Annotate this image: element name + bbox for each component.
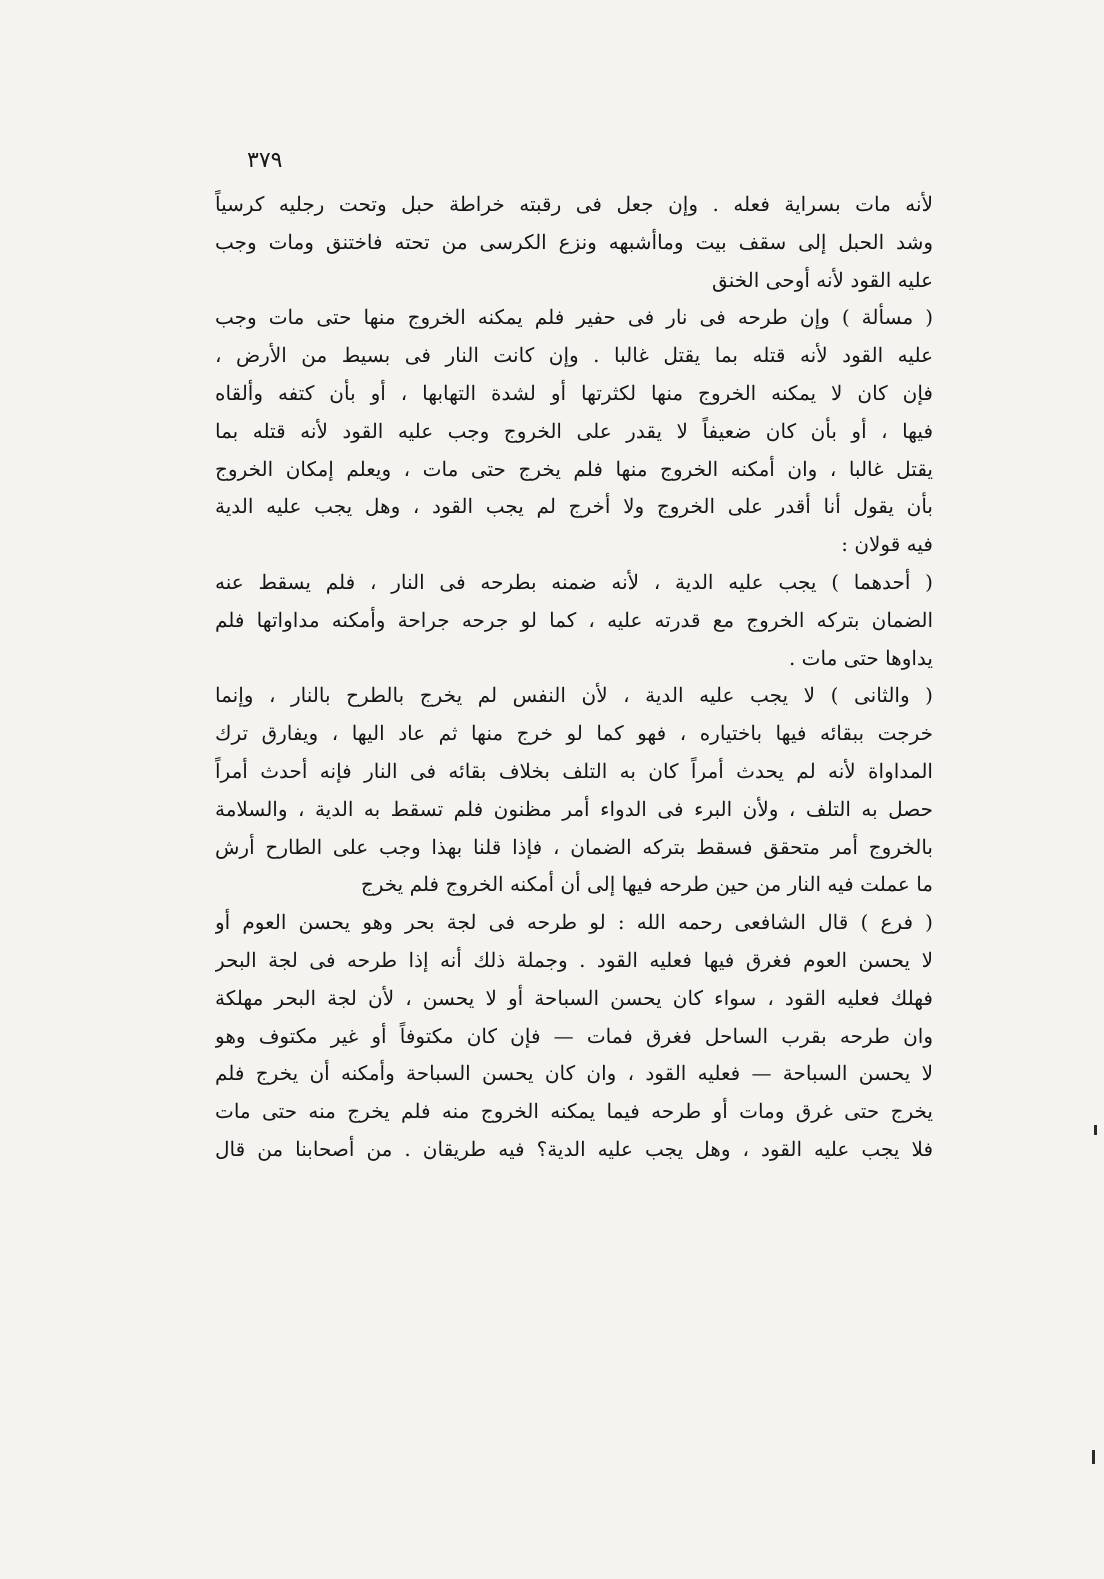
text-line: وان طرحه بقرب الساحل فغرق فمات — فإن كان مكتوفاً أو غير مكتوف وهو (215, 1023, 933, 1048)
text-line: لأنه مات بسراية فعله . وإن جعل فى رقبته خراطة حبل وتحت رجليه كرسياً (215, 192, 933, 216)
text-line: الضمان بتركه الخروج مع قدرته عليه ، كما لو جرحه جراحة وأمكنه مداواتها فلم (215, 607, 933, 632)
text-line: ( أحدهما ) يجب عليه الدية ، لأنه ضمنه بطرحه فى النار ، فلم يسقط عنه (215, 569, 933, 594)
text-line: عليه القود لأنه قتله بما يقتل غالبا . وإن كانت النار فى بسيط من الأرض ، (215, 343, 933, 368)
text-line: فهلك فعليه القود ، سواء كان يحسن السباحة أو لا يحسن ، لأن لجة البحر مهلكة (215, 985, 933, 1010)
text-line: خرجت ببقائه فيها باختياره ، فهو كما لو خرج منها ثم عاد اليها ، ويفارق ترك (215, 721, 933, 746)
text-line: بالخروج أمر متحقق فسقط بتركه الضمان ، فإذا قلنا بهذا وجب على الطارح أرش (215, 834, 933, 859)
page-number: ٣٧٩ (247, 148, 283, 173)
text-line: حصل به التلف ، ولأن البرء فى الدواء أمر مظنون فلم تسقط به الدية ، والسلامة (215, 796, 933, 821)
scan-edge-mark (1092, 1450, 1095, 1464)
body-text (215, 186, 933, 1169)
text-line: ( والثانى ) لا يجب عليه الدية ، لأن النفس لم يخرج بالطرح بالنار ، وإنما (215, 683, 933, 708)
text-line: فإن كان لا يمكنه الخروج منها لكثرتها أو لشدة التهابها ، أو بأن كتفه وألقاه (215, 380, 933, 405)
text-line: يداوها حتى مات . (788, 645, 933, 670)
scan-edge-mark (1094, 1125, 1097, 1135)
text-line: لا يحسن السباحة — فعليه القود ، وان كان يحسن السباحة وأمكنه أن يخرج فلم (215, 1061, 933, 1086)
text-line: ( فرع ) قال الشافعى رحمه الله : لو طرحه فى لجة بحر وهو يحسن العوم أو (215, 910, 933, 935)
text-line: يقتل غالبا ، وان أمكنه الخروج منها فلم يخرج حتى مات ، ويعلم إمكان الخروج (215, 456, 933, 481)
text-line: بأن يقول أنا أقدر على الخروج ولا أخرج لم يجب القود ، وهل يجب عليه الدية (215, 494, 933, 519)
text-line: يخرج حتى غرق ومات أو طرحه فيما يمكنه الخروج منه فلم يخرج منه حتى مات (215, 1099, 933, 1124)
text-line: لا يحسن العوم فغرق فيها فعليه القود . وجملة ذلك أنه إذا طرحه فى لجة البحر (215, 947, 933, 972)
text-line: فيه قولان : (841, 532, 933, 557)
text-line: وشد الحبل إلى سقف بيت وماأشبهه ونزع الكرسى من تحته فاختنق ومات وجب (215, 229, 933, 254)
text-line: فيها ، أو بأن كان ضعيفاً لا يقدر على الخروج وجب عليه القود لأنه قتله بما (215, 418, 933, 443)
text-line: فلا يجب عليه القود ، وهل يجب عليه الدية؟ فيه طريقان . من أصحابنا من قال (215, 1136, 933, 1161)
text-line: عليه القود لأنه أوحى الخنق (712, 267, 933, 292)
text-line: ( مسألة ) وإن طرحه فى نار فى حفير فلم يمكنه الخروج منها حتى مات وجب (215, 305, 933, 330)
text-line: المداواة لأنه لم يحدث أمراً كان به التلف بخلاف بقائه فى النار فإنه أحدث أمراً (215, 758, 933, 783)
text-line: ما عملت فيه النار من حين طرحه فيها إلى أن أمكنه الخروج فلم يخرج (360, 872, 933, 897)
